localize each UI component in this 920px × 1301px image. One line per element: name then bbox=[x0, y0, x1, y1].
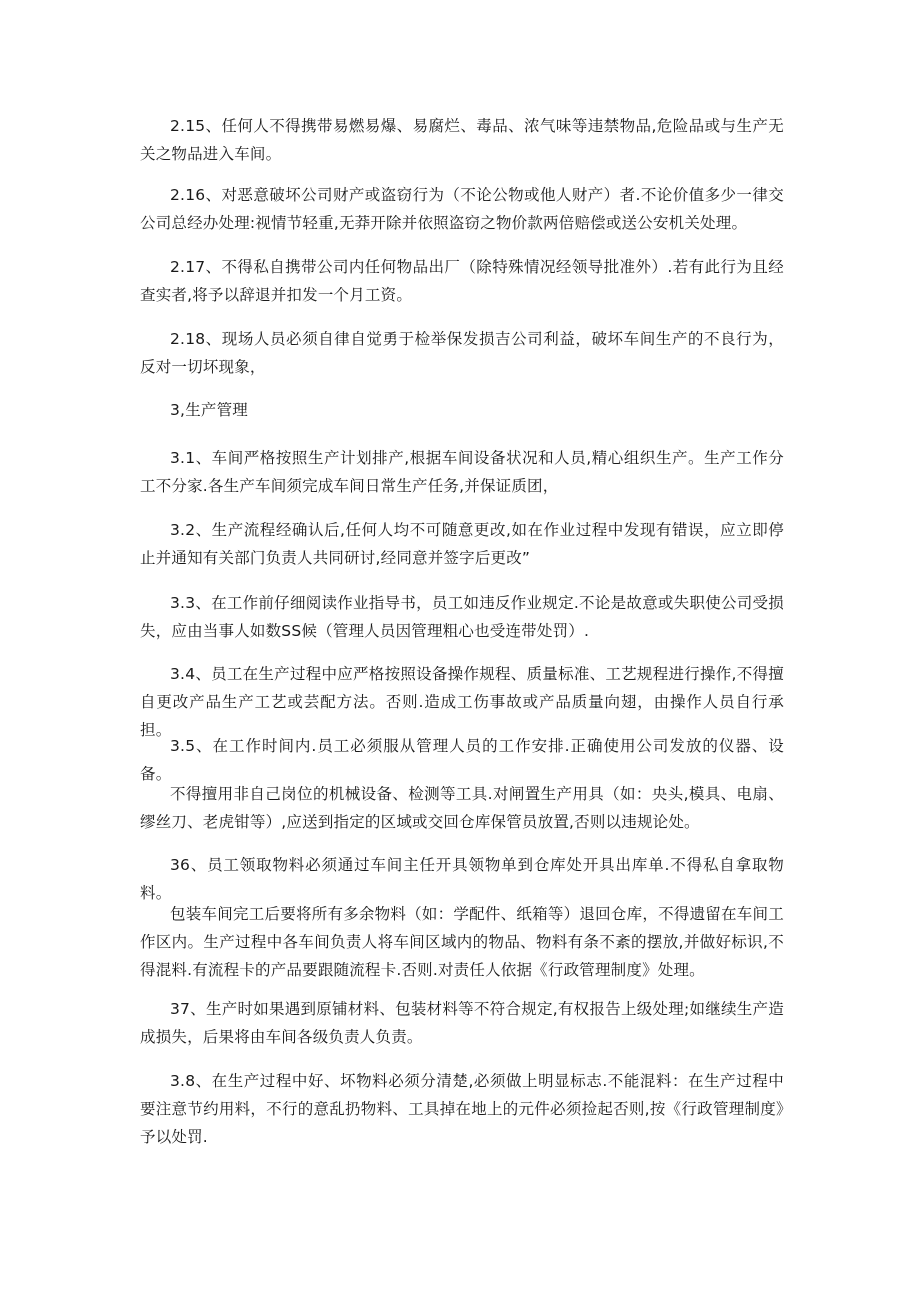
paragraph-tools-usage: 不得擅用非自己岗位的机械设备、检测等工具.对闸置生产用具（如：央头,模具、电扇、缪丝刀、老虎钳等）,应送到指定的区域或交回仓库保管员放置,否则以违规论处。 bbox=[140, 785, 784, 831]
paragraph-3-5: 3.5、在工作时间内.员工必须服从管理人员的工作安排.正确使用公司发放的仪器、设备。 bbox=[140, 737, 784, 783]
paragraph-3-1: 3.1、车间严格按照生产计划排产,根据车间设备状况和人员,精心组织生产。生产工作分工不分家.各生产车间须完成车间日常生产任务,并保证质团， bbox=[140, 449, 784, 495]
section-heading-production-management: 3,生产管理 bbox=[170, 401, 248, 419]
paragraph-packaging: 包装车间完工后要将所有多余物料（如：学配件、纸箱等）退回仓库，不得遗留在车间工作区内。生产过程中各车间负责人将车间区域内的物品、物料有条不紊的摆放,并做好标识,不得混料.有流程卡的产品要跟随流程卡.否则.对责任人依据《行政管理制度》处理。 bbox=[140, 905, 784, 979]
paragraph-3-3: 3.3、在工作前仔细阅读作业指导书，员工如违反作业规定.不论是故意或失职使公司受损失，应由当事人如数SS候（管理人员因管理粗心也受连带处罚）. bbox=[140, 594, 784, 640]
paragraph-3-6: 36、员工领取物料必须通过车间主任开具领物单到仓库处开具出库单.不得私自拿取物料。 bbox=[140, 856, 784, 902]
paragraph-3-7: 37、生产时如果遇到原铺材料、包装材料等不符合规定,有权报告上级处理;如继续生产造成损失，后果将由车间各级负责人负责。 bbox=[140, 1000, 784, 1046]
paragraph-2-17: 2.17、不得私自携带公司内任何物品出厂（除特殊情况经领导批准外）.若有此行为且经查实者,将予以辞退并扣发一个月工资。 bbox=[140, 258, 784, 304]
paragraph-2-18: 2.18、现场人员必须自律自觉勇于检举保发损吉公司利益，破坏车间生产的不良行为，反对一切坏现象， bbox=[140, 330, 784, 376]
paragraph-2-15: 2.15、任何人不得携带易燃易爆、易腐烂、毒品、浓气味等违禁物品,危险品或与生产无关之物品进入车间。 bbox=[140, 117, 784, 163]
paragraph-2-16: 2.16、对恶意破坏公司财产或盗窃行为（不论公物或他人财产）者.不论价值多少一律交公司总经办处理:视情节轻重,无莽开除并依照盗窃之物价款两倍赔偿或送公安机关处理。 bbox=[140, 186, 784, 232]
paragraph-3-4: 3.4、员工在生产过程中应严格按照设备操作规程、质量标准、工艺规程进行操作,不得擅自更改产品生产工艺或芸配方法。否则.造成工伤事故或产品质量向翅，由操作人员自行承担。 bbox=[140, 665, 784, 739]
paragraph-3-8: 3.8、在生产过程中好、坏物料必须分清楚,必须做上明显标志.不能混料：在生产过程中要注意节约用料，不行的意乱扔物料、工具掉在地上的元件必须捡起否则,按《行政管理制度》予以处罚. bbox=[140, 1072, 784, 1146]
paragraph-3-2: 3.2、生产流程经确认后,任何人均不可随意更改,如在作业过程中发现有错误，应立即停止并通知有关部门负责人共同研讨,经同意并签字后更改” bbox=[140, 521, 784, 567]
